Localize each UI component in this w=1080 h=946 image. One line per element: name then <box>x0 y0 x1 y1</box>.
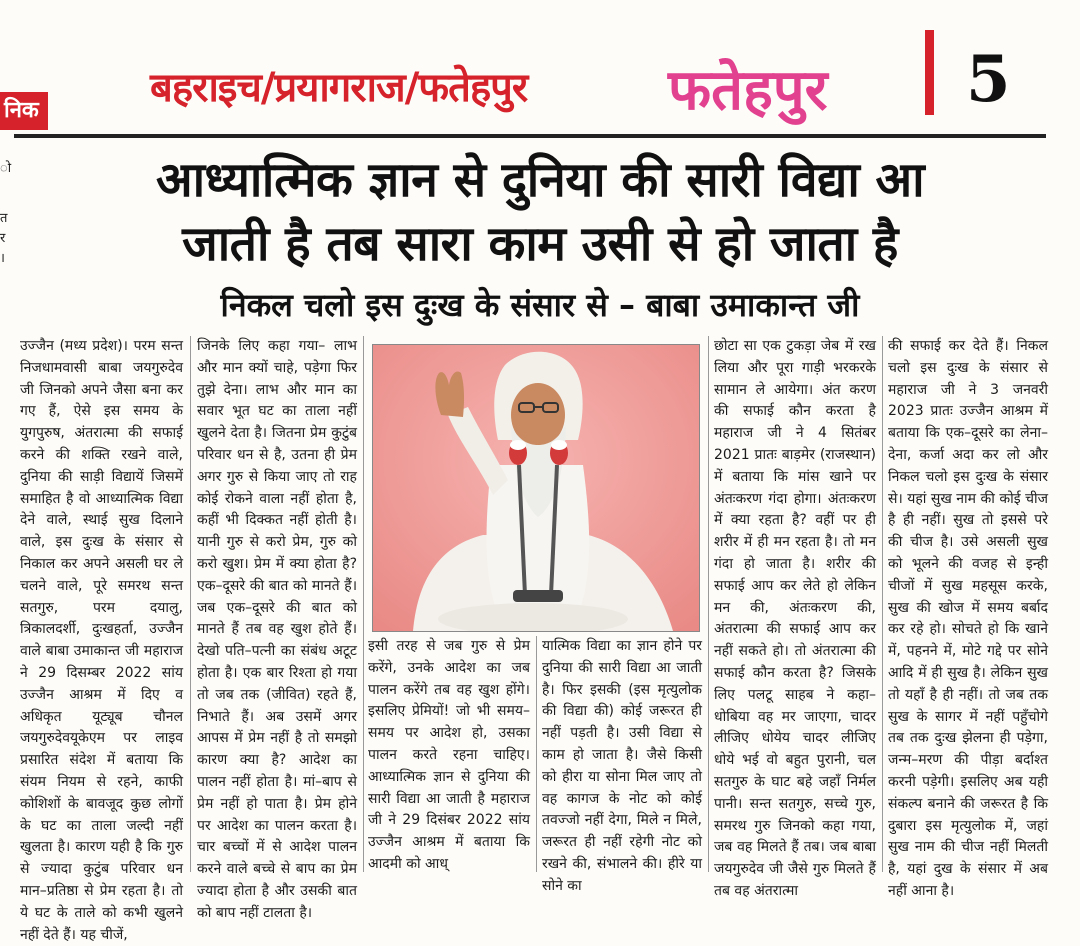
section-tag: निक <box>0 92 48 130</box>
prev-fragment: ो <box>0 161 12 176</box>
prev-fragment: र <box>0 231 6 246</box>
header-rule <box>14 134 1046 138</box>
headline-line-1: आध्यात्मिक ज्ञान से दुनिया की सारी विद्या आ <box>155 152 925 208</box>
speaker-photo <box>372 344 700 632</box>
article-column-2: जिनके लिए कहा गया– लाभ और मान क्यों चाहे, पड़ेगा फिर तुझे देना। लाभ और मान का सवार भूत घट का ताला नहीं खुलने देता है। जितना प्रेम कुटुंब परिवार धन से है, उतना ही प्रेम अगर गुरु से किया जाए तो राह कोई रोकने वाला नहीं होता है, कहीं भी दिक्कत नहीं होती है। यानी गुरु से करो प्रेम, गुरु को करो खुश। प्रेम में क्या होता है? एक–दूसरे की बात को मानते हैं। जब एक–दूसरे की बात को मानते हैं तब वह खुश होते हैं। देखो पति–पत्नी का संबंध अटूट होता है। एक बार रिश्ता हो गया तो जब तक (जीवित) रहते हैं, निभाते हैं। अब उसमें अगर आपस में प्रेम नहीं है तो समझो कारण क्या है? आदेश का पालन नहीं होता है। मां–बाप से प्रेम नहीं हो पाता है। प्रेम होने पर आदेश का पालन करता है। चार बच्चों में से आदेश पालन करने वाले बच्चे से बाप का प्रेम ज्यादा होता है और उसकी बात को बाप नहीं टालता है। <box>197 338 357 921</box>
subheadline: निकल चलो इस दुःख के संसार से – बाबा उमाकान्त जी <box>220 286 860 324</box>
column-divider <box>363 336 364 872</box>
column-divider <box>882 336 883 872</box>
region-header: बहराइच/प्रयागराज/फतेहपुर <box>150 65 528 111</box>
headline-line-2: जाती है तब सारा काम उसी से हो जाता है <box>182 216 898 272</box>
speaker-photo-illustration <box>373 345 699 631</box>
prev-fragment: त <box>0 211 8 226</box>
column-divider <box>536 636 537 872</box>
article-column-5: छोटा सा एक टुकड़ा जेब में रख लिया और पूरा गाड़ी भरकरके सामान ले आयेगा। अंत करण की सफाई कौन करता है महाराज जी ने 4 सितंबर 2021 प्रातः बाड़मेर (राजस्थान) में बताया कि मांस खाने पर अंतःकरण गंदा होगा। अंतःकरण में क्या रहता है? वहीं पर ही शरीर में ही मन रहता है। तो मन गंदा हो जाता है। शरीर की सफाई आप कर लेते हो लेकिन मन की, अंतःकरण की, अंतरात्मा की सफाई आप कर नहीं सकते हो। तो अंतरात्मा की सफाई कौन करता है? जिसके लिए पलटू साहब ने कहा– धोबिया वह मर जाएगा, चादर लीजिए धोयेय चादर लीजिए धोये भई वो बहुत पुरानी, चल सतगुरु के घाट बहे जहाँ निर्मल पानी। सन्त सतगुरु, सच्चे गुरु, समरथ गुरु जिनको कहा गया, जब वह मिलते हैं तब। जब बाबा जयगुरुदेव जी जैसे गुरु मिलते हैं तब वह अंतरात्मा <box>714 338 876 899</box>
article-column-1: उज्जैन (मध्य प्रदेश)। परम सन्त निजधामवासी बाबा जयगुरुदेव जी जिनको अपने जैसा बना कर गए हैं, ऐसे इस समय के युगपुरुष, अंतरात्मा की सफाई करने की शक्ति रखने वाले, दुनिया की साड़ी विद्यायें जिसमें समाहित है वो आध्यात्मिक विद्या देने वाले, स्थाई सुख दिलाने वाले, इस दुःख के संसार से निकाल कर अपने असली घर ले चलने वाले, पूरे समरथ सन्त सतगुरु, परम दयालु, त्रिकालदर्शी, दुःखहर्ता, उज्जैन वाले बाबा उमाकान्त जी महाराज ने 29 दिसम्बर 2022 सांय उज्जैन आश्रम में दिए व अधिकृत यूट्यूब चौनल जयगुरुदेवयूकेएम पर लाइव प्रसारित संदेश में बताया कि संयम नियम से रहने, काफी कोशिशों के बावजूद कुछ लोगों के घट का ताला जल्दी नहीं खुलता है। कारण यही है कि गुरु से ज्यादा कुटुंब परिवार धन मान–प्रतिष्ठा से प्रेम रहता है। तो ये घट के ताले को कभी खुलने नहीं देते हैं। यह चीजें, <box>20 338 183 943</box>
article-column-3: इसी तरह से जब गुरु से प्रेम करेंगे, उनके आदेश का जब पालन करेंगे तब वह खुश होंगे। इसलिए प्रेमियों! जो भी समय–समय पर आदेश हो, उसका पालन करते रहना चाहिए। आध्यात्मिक ज्ञान से दुनिया की सारी विद्या आ जाती है महाराज जी ने 29 दिसंबर 2022 सांय उज्जैन आश्रम में बताया कि आदमी को आध् <box>368 638 530 872</box>
page-number: 5 <box>966 42 1011 117</box>
article-column-6: की सफाई कर देते हैं। निकल चलो इस दुःख के संसार से महाराज जी ने 3 जनवरी 2023 प्रातः उज्जैन आश्रम में बताया कि एक–दूसरे का लेना–देना, कर्जा अदा कर लो और निकल चलो इस दुःख के संसार से। यहां सुख नाम की कोई चीज है ही नहीं। सुख तो इससे परे की चीज है। उसे असली सुख को भूलने की वजह से इन्ही चीजों में सुख महसूस करके, सुख की खोज में समय बर्बाद कर रहे हो। सोचते हो कि खाने में, पहनने में, मोटे गद्दे पर सोने आदि में ही सुख है। लेकिन सुख तो यहाँ है ही नहीं। तो जब तक सुख के सागर में नहीं पहुँचोगे तब तक दुःख झेलना ही पड़ेगा, जन्म–मरण की पीड़ा बर्दाश्त करनी पड़ेगी। इसलिए अब यही संकल्प बनाने की जरूरत है कि दुबारा इस मृत्युलोक में, जहां सुख नाम की चीज नहीं मिलती है, यहां दुख के संसार में अब नहीं आना है। <box>888 338 1048 899</box>
city-header: फतेहपुर <box>668 58 828 123</box>
column-divider <box>708 336 709 872</box>
prev-fragment: । <box>0 251 5 266</box>
header-divider <box>925 30 934 115</box>
article-column-4: यात्मिक विद्या का ज्ञान होने पर दुनिया की सारी विद्या आ जाती है। फिर इसकी (इस मृत्युलोक की विद्या की) कोई जरूरत ही नहीं पड़ती है। उसी विद्या से काम हो जाता है। जैसे किसी को हीरा या सोना मिल जाए तो वह कागज के नोट को कोई तवज्जो नहीं देगा, मिले न मिले, जरूरत ही नहीं रहेगी नोट को रखने की, संभालने की। हीरे या सोने का <box>542 638 702 894</box>
previous-page-column <box>0 0 14 881</box>
column-divider <box>190 336 191 872</box>
